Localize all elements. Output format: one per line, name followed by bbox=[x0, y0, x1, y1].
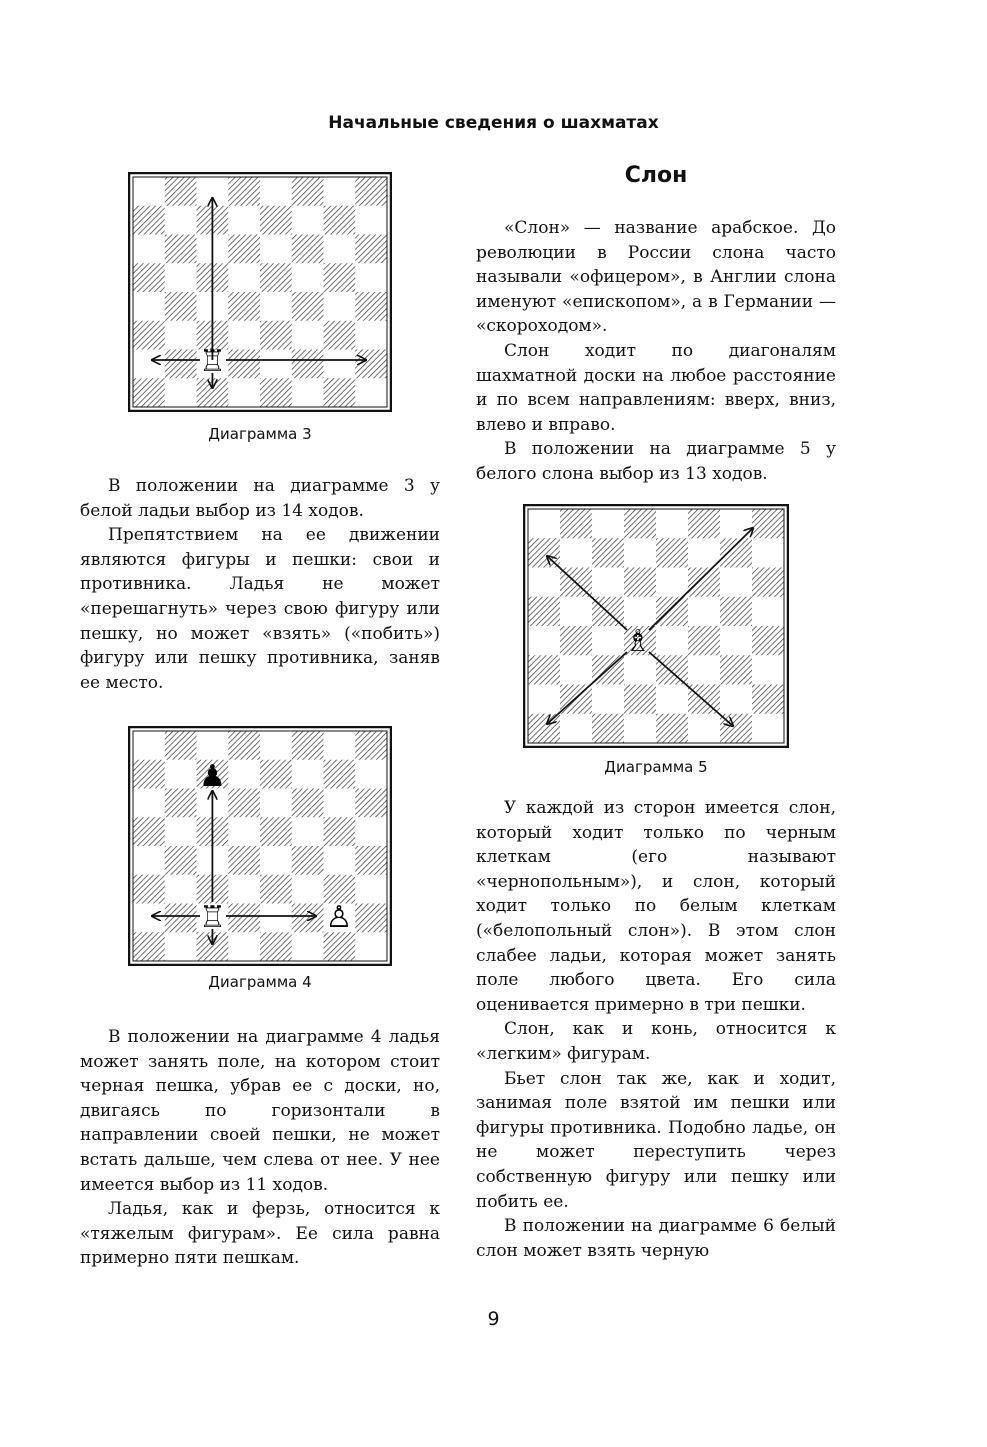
section-heading: Слон bbox=[624, 163, 688, 188]
dark-square bbox=[133, 263, 165, 292]
dark-square bbox=[688, 626, 720, 655]
paragraph: Слон ходит по диагоналям шахматной доски на любое расстояние и по всем направлениям: вверх, вниз, влево и вправо. bbox=[476, 340, 836, 435]
dark-square bbox=[260, 875, 292, 904]
dark-square bbox=[560, 509, 592, 538]
dark-square bbox=[165, 292, 197, 321]
dark-square bbox=[324, 321, 356, 350]
right-column-upper bbox=[476, 216, 836, 487]
dark-square bbox=[688, 509, 720, 538]
left-column-lower bbox=[80, 1025, 440, 1271]
dark-square bbox=[292, 846, 324, 875]
dark-square bbox=[228, 177, 260, 206]
white-bishop: ♗ bbox=[624, 624, 652, 659]
dark-square bbox=[133, 321, 165, 350]
paragraph: Ладья, как и ферзь, относится к «тяжелым фигурам». Ее сила равна примерно пяти пешкам. bbox=[80, 1199, 440, 1269]
dark-square bbox=[355, 731, 387, 760]
white-rook: ♖ bbox=[198, 900, 226, 935]
diagram-4-caption: Диаграмма 4 bbox=[208, 973, 312, 991]
right-column-lower bbox=[476, 796, 836, 1263]
dark-square bbox=[165, 846, 197, 875]
white-pawn: ♙ bbox=[325, 900, 353, 935]
left-column bbox=[80, 474, 440, 695]
dark-square bbox=[752, 626, 784, 655]
dark-square bbox=[720, 655, 752, 684]
dark-square bbox=[133, 378, 165, 407]
dark-square bbox=[260, 817, 292, 846]
dark-square bbox=[355, 789, 387, 818]
dark-square bbox=[592, 714, 624, 743]
dark-square bbox=[752, 568, 784, 597]
paragraph: В положении на диаграмме 3 у белой ладьи выбор из 14 ходов. bbox=[80, 476, 440, 521]
dark-square bbox=[528, 597, 560, 626]
dark-square bbox=[165, 177, 197, 206]
dark-square bbox=[292, 789, 324, 818]
dark-square bbox=[324, 263, 356, 292]
paragraph: В положении на диаграмме 5 у белого слона выбор из 13 ходов. bbox=[476, 439, 836, 484]
dark-square bbox=[260, 932, 292, 961]
dark-square bbox=[260, 321, 292, 350]
dark-square bbox=[752, 509, 784, 538]
dark-square bbox=[292, 350, 324, 379]
dark-square bbox=[260, 263, 292, 292]
dark-square bbox=[133, 932, 165, 961]
diagram-5-caption: Диаграмма 5 bbox=[604, 758, 708, 776]
dark-square bbox=[656, 655, 688, 684]
paragraph: В положении на диаграмме 6 белый слон может взять черную bbox=[476, 1216, 836, 1261]
paragraph: Бьет слон так же, как и ходит, занимая поле взятой им пешки или фигуры противника. Подобно ладье, он не может переступить через собственную фигуру или пешку или побить ее. bbox=[476, 1068, 836, 1212]
dark-square bbox=[228, 350, 260, 379]
dark-square bbox=[720, 538, 752, 567]
black-pawn: ♟ bbox=[198, 759, 226, 794]
dark-square bbox=[292, 904, 324, 933]
paragraph: «Слон» — название арабское. До революции в России слона часто называли «офицером», в Англии слона именуют «епископом», а в Германии — «скороходом». bbox=[476, 218, 836, 337]
dark-square bbox=[528, 655, 560, 684]
dark-square bbox=[292, 235, 324, 264]
diagram-5-board bbox=[523, 504, 789, 748]
dark-square bbox=[560, 626, 592, 655]
dark-square bbox=[133, 817, 165, 846]
dark-square bbox=[355, 350, 387, 379]
dark-square bbox=[720, 597, 752, 626]
dark-square bbox=[260, 378, 292, 407]
paragraph: В положении на диаграмме 4 ладья может занять поле, на котором стоит черная пешка, убрав ее с доски, но, двигаясь по горизонтали в направлении своей пешки, не может встать дальше, чем слева от нее. У нее имеется выбор из 11 ходов. bbox=[80, 1027, 440, 1195]
white-rook: ♖ bbox=[198, 344, 226, 379]
diagram-3-caption: Диаграмма 3 bbox=[208, 425, 312, 443]
dark-square bbox=[260, 206, 292, 235]
dark-square bbox=[324, 817, 356, 846]
dark-square bbox=[656, 538, 688, 567]
dark-square bbox=[624, 509, 656, 538]
dark-square bbox=[355, 292, 387, 321]
dark-square bbox=[656, 714, 688, 743]
dark-square bbox=[165, 731, 197, 760]
dark-square bbox=[324, 932, 356, 961]
dark-square bbox=[292, 177, 324, 206]
dark-square bbox=[228, 789, 260, 818]
dark-square bbox=[228, 846, 260, 875]
dark-square bbox=[355, 904, 387, 933]
dark-square bbox=[355, 235, 387, 264]
dark-square bbox=[688, 568, 720, 597]
dark-square bbox=[355, 846, 387, 875]
dark-square bbox=[324, 206, 356, 235]
dark-square bbox=[228, 904, 260, 933]
dark-square bbox=[228, 292, 260, 321]
dark-square bbox=[324, 378, 356, 407]
paragraph: Слон, как и конь, относится к «легким» фигурам. bbox=[476, 1019, 836, 1064]
dark-square bbox=[324, 760, 356, 789]
dark-square bbox=[228, 235, 260, 264]
dark-square bbox=[165, 789, 197, 818]
dark-square bbox=[165, 350, 197, 379]
dark-square bbox=[592, 538, 624, 567]
dark-square bbox=[752, 685, 784, 714]
dark-square bbox=[133, 875, 165, 904]
dark-square bbox=[228, 731, 260, 760]
diagram-3-board bbox=[128, 172, 392, 412]
dark-square bbox=[165, 904, 197, 933]
dark-square bbox=[528, 714, 560, 743]
dark-square bbox=[165, 235, 197, 264]
dark-square bbox=[624, 568, 656, 597]
diagram-4-board bbox=[128, 726, 392, 966]
dark-square bbox=[355, 177, 387, 206]
page-number: 9 bbox=[487, 1308, 500, 1330]
dark-square bbox=[133, 206, 165, 235]
dark-square bbox=[260, 760, 292, 789]
dark-square bbox=[292, 731, 324, 760]
running-head: Начальные сведения о шахматах bbox=[328, 113, 659, 133]
paragraph: Препятствием на ее движении являются фигуры и пешки: свои и противника. Ладья не может «перешагнуть» через свою фигуру или пешку, но может «взять» («побить») фигуру или пешку противника, заняв ее место. bbox=[80, 525, 440, 693]
dark-square bbox=[656, 597, 688, 626]
paragraph: У каждой из сторон имеется слон, который ходит только по черным клеткам (его называют «чернопольным»), и слон, который ходит только по белым клеткам («белопольный слон»). В этом слон слабее ладьи, которая может занять поле любого цвета. Его сила оценивается примерно в три пешки. bbox=[476, 798, 836, 1015]
dark-square bbox=[292, 292, 324, 321]
dark-square bbox=[133, 760, 165, 789]
dark-square bbox=[624, 685, 656, 714]
